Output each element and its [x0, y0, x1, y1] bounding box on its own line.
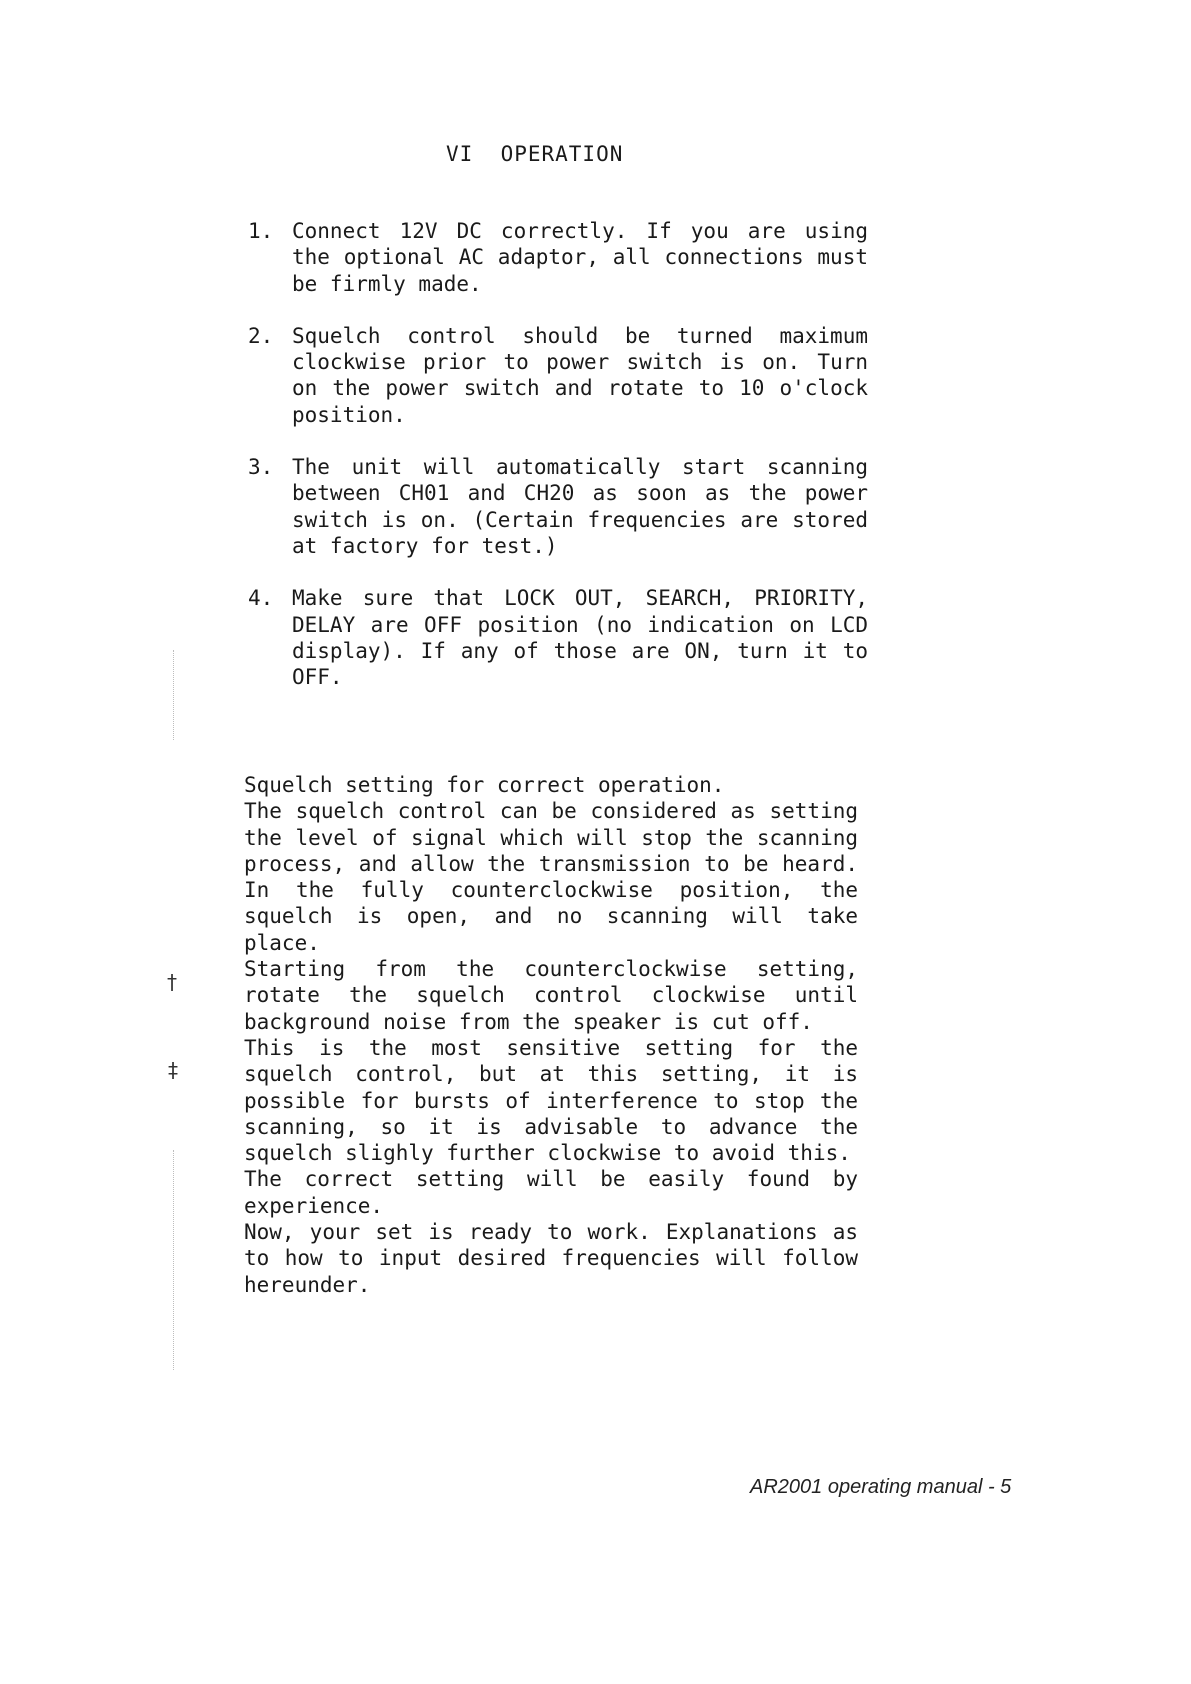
- squelch-paragraph-4: The correct setting will be easily found by experience.: [244, 1167, 858, 1218]
- squelch-section: [244, 772, 858, 1298]
- step-text: Make sure that LOCK OUT, SEARCH, PRIORITY, DELAY are OFF position (no indication on LCD display). If any of those are ON, turn it to OFF.: [292, 586, 868, 690]
- step-text: The unit will automatically start scanning between CH01 and CH20 as soon as the power switch is on. (Certain frequencies are stored at factory for test.): [292, 455, 868, 558]
- step-item-4: [248, 585, 868, 690]
- step-text: Squelch control should be turned maximum clockwise prior to power switch is on. Turn on the power switch and rotate to 10 o'clock position.: [292, 323, 868, 427]
- step-number: 2.: [248, 323, 274, 348]
- operation-steps-list: [248, 218, 868, 716]
- step-text: Connect 12V DC correctly. If you are using the optional AC adaptor, all connections must be firmly made.: [292, 219, 868, 296]
- step-item-1: [248, 218, 868, 297]
- section-heading: VI OPERATION: [446, 142, 624, 166]
- step-number: 4.: [248, 586, 274, 611]
- margin-scan-artifact: [173, 1150, 175, 1370]
- squelch-paragraph-5: Now, your set is ready to work. Explanations as to how to input desired frequencies will follow hereunder.: [244, 1220, 858, 1297]
- step-item-3: [248, 454, 868, 559]
- step-number: 1.: [248, 219, 274, 243]
- step-number: 3.: [248, 455, 274, 480]
- squelch-paragraph-2: Starting from the counterclockwise setting, rotate the squelch control clockwise until background noise from the speaker is cut off.: [244, 957, 858, 1034]
- margin-mark-1: †: [166, 970, 179, 994]
- margin-scan-artifact: [173, 650, 175, 740]
- step-item-2: [248, 323, 868, 428]
- squelch-title: Squelch setting for correct operation.: [244, 773, 725, 797]
- page-footer: AR2001 operating manual - 5: [750, 1476, 1012, 1498]
- margin-mark-2: ‡: [167, 1058, 180, 1082]
- squelch-paragraph-1: The squelch control can be considered as setting the level of signal which will stop the scanning process, and allow the transmission to be heard. In the fully counterclockwise position, the squelch is open, and no scanning will take place.: [244, 799, 858, 955]
- squelch-paragraph-3: This is the most sensitive setting for the squelch control, but at this setting, it is possible for bursts of interference to stop the scanning, so it is advisable to advance the squelch slighly further clockwise to avoid this.: [244, 1035, 858, 1166]
